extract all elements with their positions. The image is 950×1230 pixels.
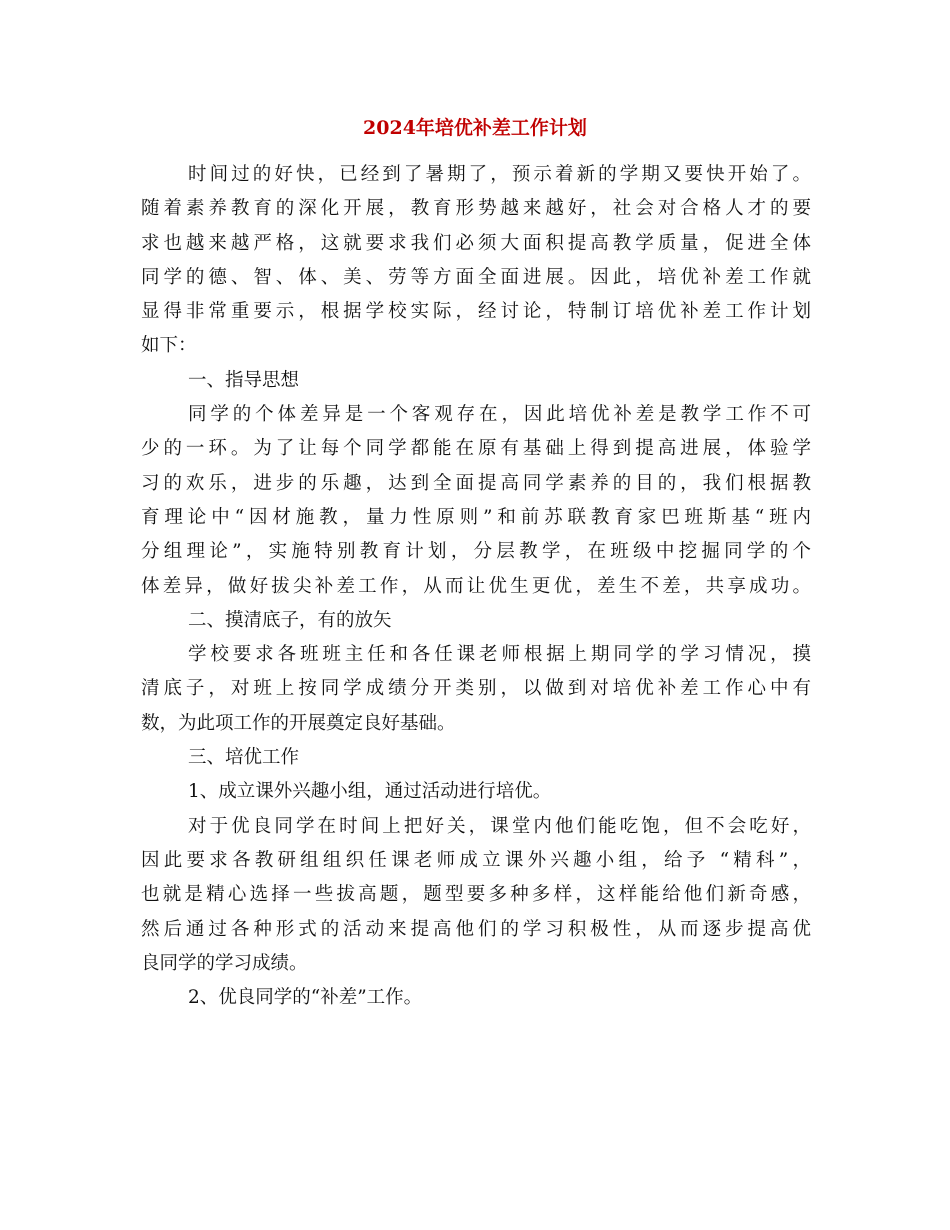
text-line: 因此要求各教研组组织任课老师成立课外兴趣小组，给予 “精科”， <box>141 849 811 871</box>
text-line: 分组理论”，实施特别教育计划，分层教学，在班级中挖掘同学的个 <box>141 541 811 563</box>
text-line: 学校要求各班班主任和各任课老师根据上期同学的学习情况，摸 <box>188 644 811 666</box>
text-line: 清底子，对班上按同学成绩分开类别，以做到对培优补差工作心中有 <box>141 678 811 700</box>
text-line: 同学的个体差异是一个客观存在，因此培优补差是教学工作不可 <box>188 404 811 426</box>
text-line: 如下： <box>141 335 197 357</box>
text-line: 显得非常重要示，根据学校实际，经讨论，特制订培优补差工作计划 <box>141 301 811 323</box>
text-line: 对于优良同学在时间上把好关，课堂内他们能吃饱，但不会吃好， <box>188 815 811 837</box>
text-line: 同学的德、智、体、美、劳等方面全面进展。因此，培优补差工作就 <box>141 266 811 288</box>
text-line: 时间过的好快，已经到了暑期了，预示着新的学期又要快开始了。 <box>188 164 811 185</box>
text-line: 一、指导思想 <box>188 369 300 391</box>
text-line: 二、摸清底子，有的放矢 <box>188 609 392 631</box>
text-line: 三、培优工作 <box>188 747 300 769</box>
text-line: 良同学的学习成绩。 <box>141 952 308 974</box>
text-line: 求也越来越严格，这就要求我们必须大面积提高教学质量，促进全体 <box>141 232 811 254</box>
text-line: 随着素养教育的深化开展，教育形势越来越好，社会对合格人才的要 <box>141 198 811 220</box>
document-title: 2024年培优补差工作计划 <box>363 117 587 139</box>
text-line: 数，为此项工作的开展奠定良好基础。 <box>141 712 456 734</box>
text-line: 也就是精心选择一些拔高题，题型要多种多样，这样能给他们新奇感， <box>141 884 811 906</box>
text-line: 然后通过各种形式的活动来提高他们的学习积极性，从而逐步提高优 <box>141 918 811 940</box>
text-line: 习的欢乐，进步的乐趣，达到全面提高同学素养的目的，我们根据教 <box>141 472 811 494</box>
text-line: 育理论中“因材施教，量力性原则”和前苏联教育家巴班斯基“班内 <box>141 506 811 528</box>
document-body <box>141 158 811 1015</box>
text-line: 体差异，做好拔尖补差工作，从而让优生更优，差生不差，共享成功。 <box>141 575 811 597</box>
text-line: 少的一环。为了让每个同学都能在原有基础上得到提高进展，体验学 <box>141 438 811 460</box>
text-line: 1、成立课外兴趣小组，通过活动进行培优。 <box>188 781 552 803</box>
text-line: 2、优良同学的“补差”工作。 <box>188 987 423 1009</box>
